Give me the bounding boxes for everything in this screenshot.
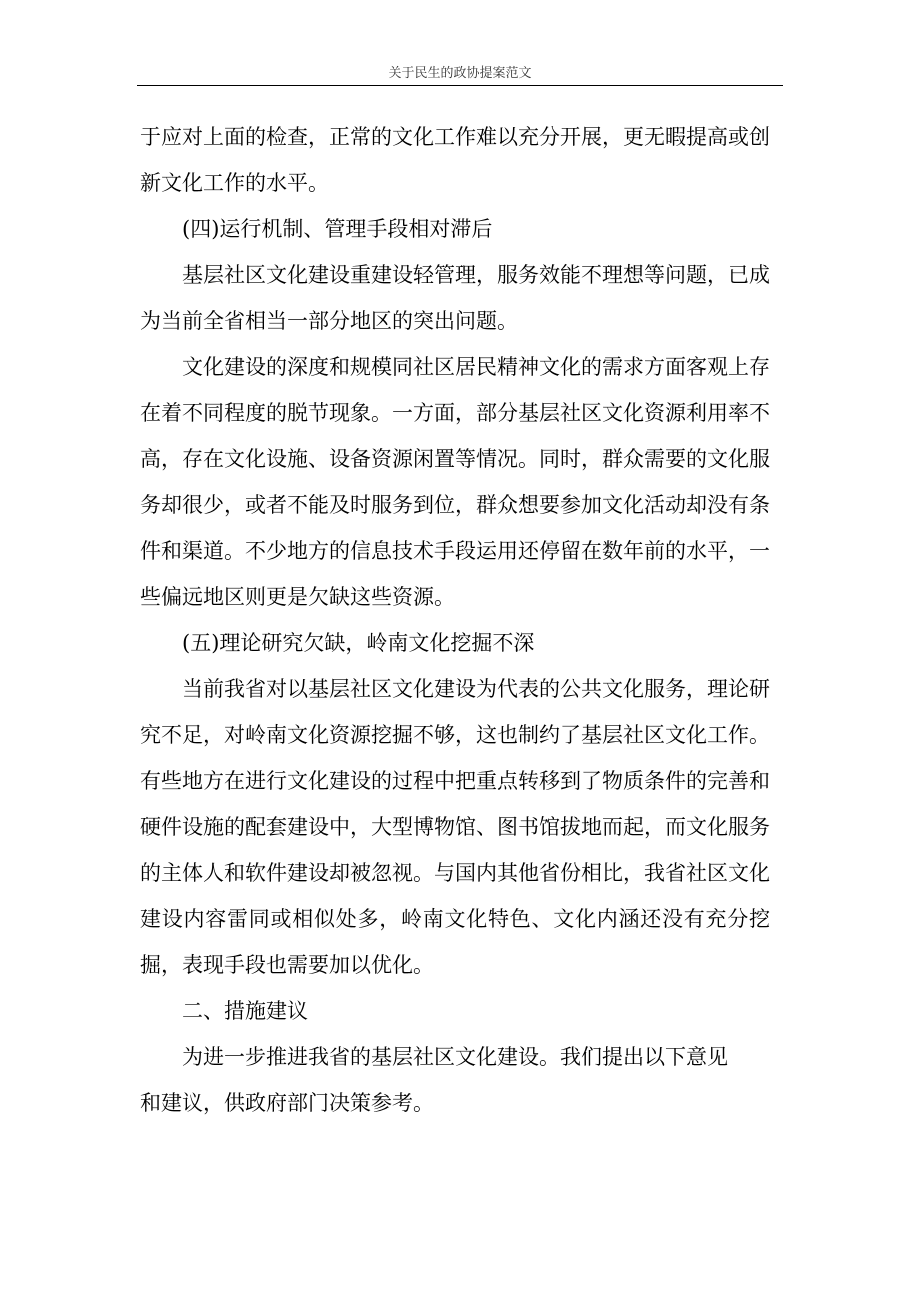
body-paragraph: 于应对上面的检查，正常的文化工作难以充分开展，更无暇提高或创新文化工作的水平。 [140,125,770,195]
body-paragraph: 为进一步推进我省的基层社区文化建设。我们提出以下意见 和建议，供政府部门决策参考。 [140,1045,728,1115]
body-paragraph: 基层社区文化建设重建设轻管理，服务效能不理想等问题，已成为当前全省相当一部分地区的突出问题。 [140,263,770,333]
body-paragraph: 当前我省对以基层社区文化建设为代表的公共文化服务，理论研究不足，对岭南文化资源挖掘不够，这也制约了基层社区文化工作。有些地方在进行文化建设的过程中把重点转移到了物质条件的完善和硬件设施的配套建设中，大型博物馆、图书馆拔地而起，而文化服务的主体人和软件建设却被忽视。与国内其他省份相比，我省社区文化建设内容雷同或相似处多，岭南文化特色、文化内涵还没有充分挖掘，表现手段也需要加以优化。 [140,677,770,977]
header-divider [137,85,783,86]
page-header-title: 关于民生的政协提案范文 [388,66,532,81]
document-body [140,114,770,1126]
section-heading-4: (四)运行机制、管理手段相对滞后 [182,217,493,241]
section-heading-5: (五)理论研究欠缺，岭南文化挖掘不深 [182,631,535,655]
body-paragraph: 文化建设的深度和规模同社区居民精神文化的需求方面客观上存在着不同程度的脱节现象。一方面，部分基层社区文化资源利用率不高，存在文化设施、设备资源闲置等情况。同时，群众需要的文化服务却很少，或者不能及时服务到位，群众想要参加文化活动却没有条件和渠道。不少地方的信息技术手段运用还停留在数年前的水平，一些偏远地区则更是欠缺这些资源。 [140,355,770,609]
section-heading-measures: 二、措施建议 [182,999,308,1023]
